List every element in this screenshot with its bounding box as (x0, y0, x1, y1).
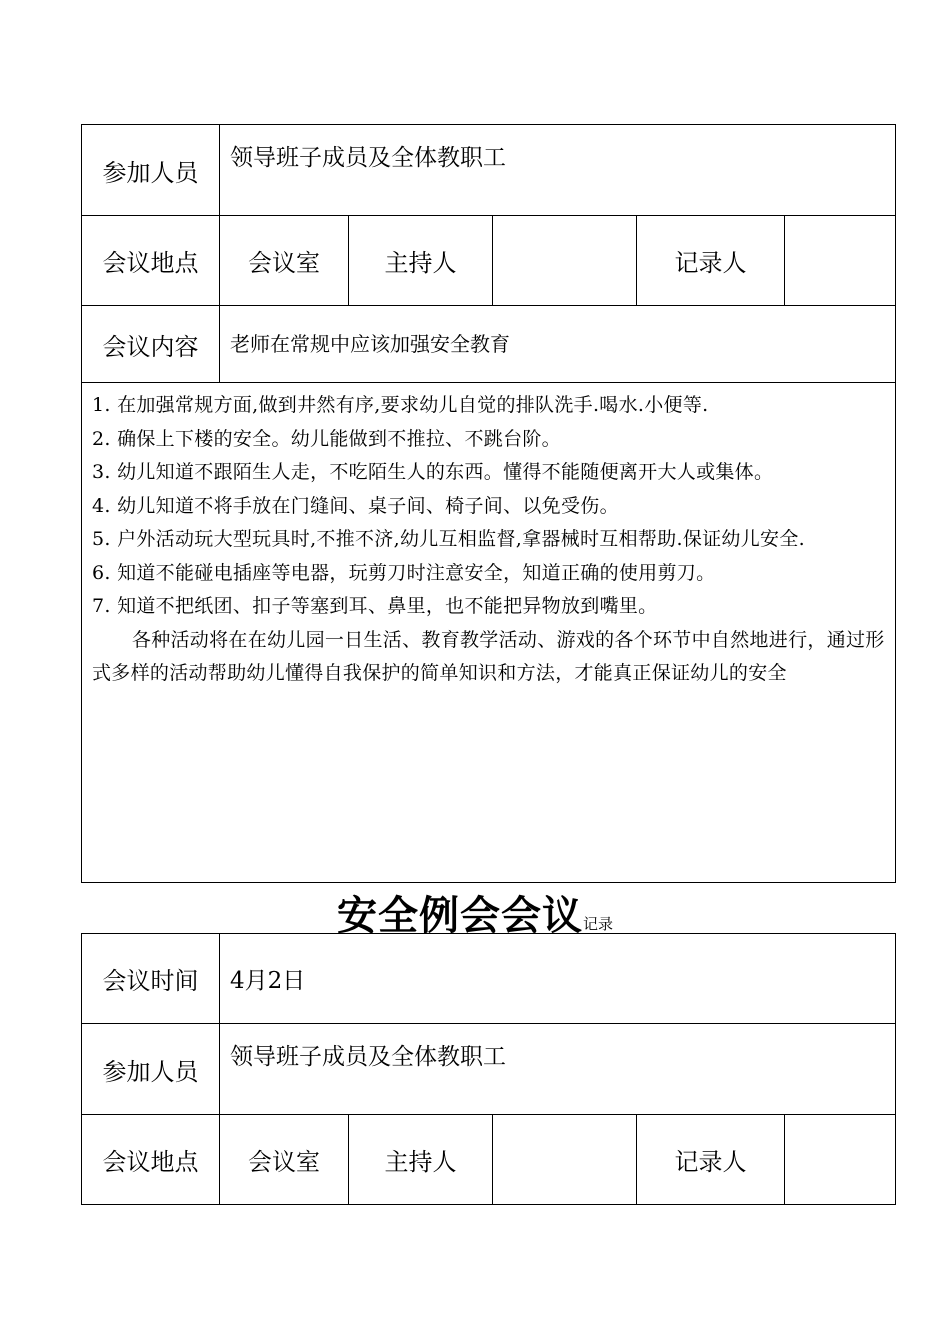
title-suffix: 记录 (582, 915, 613, 933)
content-item-3: 3. 幼儿知道不跟陌生人走，不吃陌生人的东西。懂得不能随便离开大人或集体。 (92, 461, 774, 483)
host-value (493, 1115, 637, 1205)
host-value (493, 216, 637, 306)
location-value: 会议室 (220, 1115, 349, 1205)
location-value: 会议室 (220, 216, 349, 306)
content-item-1: 1. 在加强常规方面,做到井然有序,要求幼儿自觉的排队洗手.喝水.小便等. (92, 394, 709, 416)
host-label: 主持人 (349, 1115, 493, 1205)
attendees-label: 参加人员 (82, 1024, 220, 1115)
content-item-2: 2. 确保上下楼的安全。幼儿能做到不推拉、不跳台阶。 (92, 427, 561, 450)
content-value: 老师在常规中应该加强安全教育 (220, 306, 896, 383)
attendees-value: 领导班子成员及全体教职工 (220, 1024, 896, 1115)
recorder-value (785, 216, 896, 306)
time-label: 会议时间 (82, 934, 220, 1024)
attendees-label: 参加人员 (82, 125, 220, 216)
location-label: 会议地点 (82, 216, 220, 306)
attendees-value: 领导班子成员及全体教职工 (220, 125, 896, 216)
time-value: 4月2日 (220, 934, 896, 1024)
content-label: 会议内容 (82, 306, 220, 383)
content-summary: 各种活动将在在幼儿园一日生活、教育教学活动、游戏的各个环节中自然地进行，通过形式多样的活动帮助幼儿懂得自我保护的简单知识和方法，才能真正保证幼儿的安全 (92, 628, 885, 684)
recorder-label: 记录人 (637, 216, 785, 306)
meeting-content-body (82, 383, 896, 883)
meeting-record-table-top (81, 124, 896, 883)
location-label: 会议地点 (82, 1115, 220, 1205)
recorder-label: 记录人 (637, 1115, 785, 1205)
content-item-6: 6. 知道不能碰电插座等电器，玩剪刀时注意安全，知道正确的使用剪刀。 (92, 561, 716, 584)
content-item-7: 7. 知道不把纸团、扣子等塞到耳、鼻里，也不能把异物放到嘴里。 (92, 595, 658, 617)
content-item-5: 5. 户外活动玩大型玩具时,不推不济,幼儿互相监督,拿器械时互相帮助.保证幼儿安全. (92, 528, 805, 550)
title-main: 安全例会会议 (336, 893, 583, 939)
recorder-value (785, 1115, 896, 1205)
content-item-4: 4. 幼儿知道不将手放在门缝间、桌子间、椅子间、以免受伤。 (92, 494, 619, 517)
meeting-record-table-bottom (81, 933, 896, 1205)
host-label: 主持人 (349, 216, 493, 306)
